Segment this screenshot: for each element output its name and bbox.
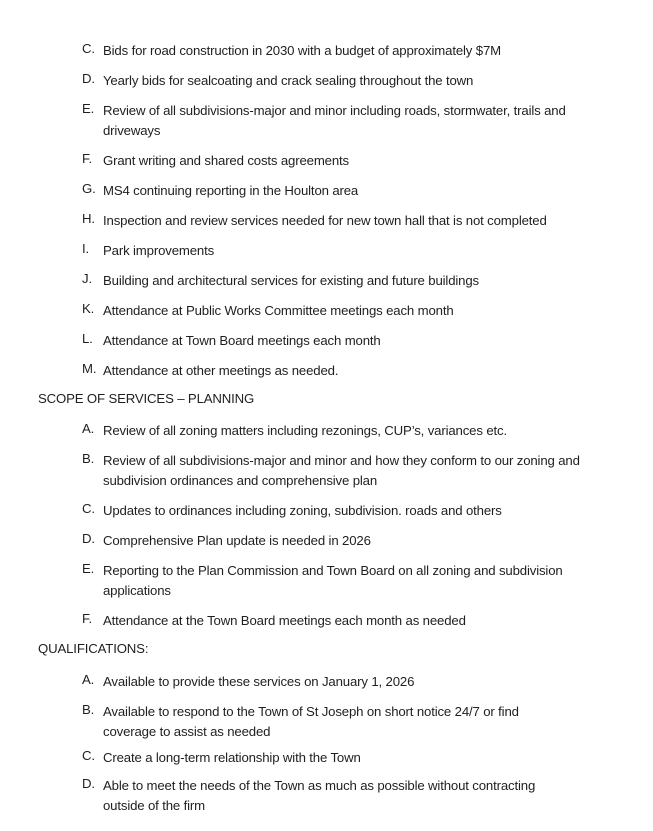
list-item-label: J. bbox=[82, 271, 92, 286]
list-item-text: Review of all subdivisions-major and minor including roads, stormwater, trails and driveways bbox=[103, 103, 566, 138]
list-item-text: Review of all subdivisions-major and minor and how they conform to our zoning and subdivision ordinances and comprehensive plan bbox=[103, 453, 580, 488]
list-item-label: A. bbox=[82, 672, 95, 687]
list-item-label: K. bbox=[82, 301, 95, 316]
list-item-label: F. bbox=[82, 151, 92, 166]
list-item-label: M. bbox=[82, 361, 97, 376]
list-item-text: Available to respond to the Town of St Joseph on short notice 24/7 or find coverage to assist as needed bbox=[103, 704, 519, 739]
list-item-text: Yearly bids for sealcoating and crack sealing throughout the town bbox=[103, 73, 474, 88]
list-item-label: C. bbox=[82, 501, 95, 516]
list-item-label: L. bbox=[82, 331, 93, 346]
list-item-text: Attendance at the Town Board meetings each month as needed bbox=[103, 613, 466, 628]
list-item-label: C. bbox=[82, 41, 95, 56]
section-heading-planning: SCOPE OF SERVICES – PLANNING bbox=[38, 391, 255, 406]
list-item-text: Attendance at Public Works Committee meetings each month bbox=[103, 303, 454, 318]
list-item-text: Review of all zoning matters including rezonings, CUP’s, variances etc. bbox=[103, 423, 507, 438]
list-item-label: A. bbox=[82, 421, 95, 436]
list-item-text: Comprehensive Plan update is needed in 2026 bbox=[103, 533, 371, 548]
list-item-text: Reporting to the Plan Commission and Town Board on all zoning and subdivision applications bbox=[103, 563, 563, 598]
list-item-text: Inspection and review services needed for new town hall that is not completed bbox=[103, 213, 547, 228]
list-item-label: D. bbox=[82, 71, 95, 86]
list-item-label: D. bbox=[82, 531, 95, 546]
list-item-text: Bids for road construction in 2030 with a budget of approximately $7M bbox=[103, 43, 501, 58]
section-heading-qualifications: QUALIFICATIONS: bbox=[38, 641, 149, 656]
list-item-text: Updates to ordinances including zoning, subdivision. roads and others bbox=[103, 503, 502, 518]
list-item-label: B. bbox=[82, 702, 95, 717]
list-item-text: Able to meet the needs of the Town as much as possible without contracting outside of the firm bbox=[103, 778, 536, 813]
list-item-label: E. bbox=[82, 101, 95, 116]
list-item-text: Park improvements bbox=[103, 243, 215, 258]
list-item-text: MS4 continuing reporting in the Houlton area bbox=[103, 183, 359, 198]
list-item-text: Attendance at Town Board meetings each month bbox=[103, 333, 381, 348]
list-item-label: C. bbox=[82, 748, 95, 763]
list-item-label: B. bbox=[82, 451, 95, 466]
list-item-label: D. bbox=[82, 776, 95, 791]
list-item-text: Available to provide these services on January 1, 2026 bbox=[103, 674, 415, 689]
list-item-label: E. bbox=[82, 561, 95, 576]
list-item-label: I. bbox=[82, 241, 90, 256]
list-item-text: Grant writing and shared costs agreements bbox=[103, 153, 350, 168]
list-item-text: Create a long-term relationship with the Town bbox=[103, 750, 361, 765]
list-item-text: Attendance at other meetings as needed. bbox=[103, 363, 339, 378]
list-item-label: H. bbox=[82, 211, 95, 226]
list-item-label: F. bbox=[82, 611, 92, 626]
list-item-text: Building and architectural services for existing and future buildings bbox=[103, 273, 479, 288]
list-item-label: G. bbox=[82, 181, 96, 196]
